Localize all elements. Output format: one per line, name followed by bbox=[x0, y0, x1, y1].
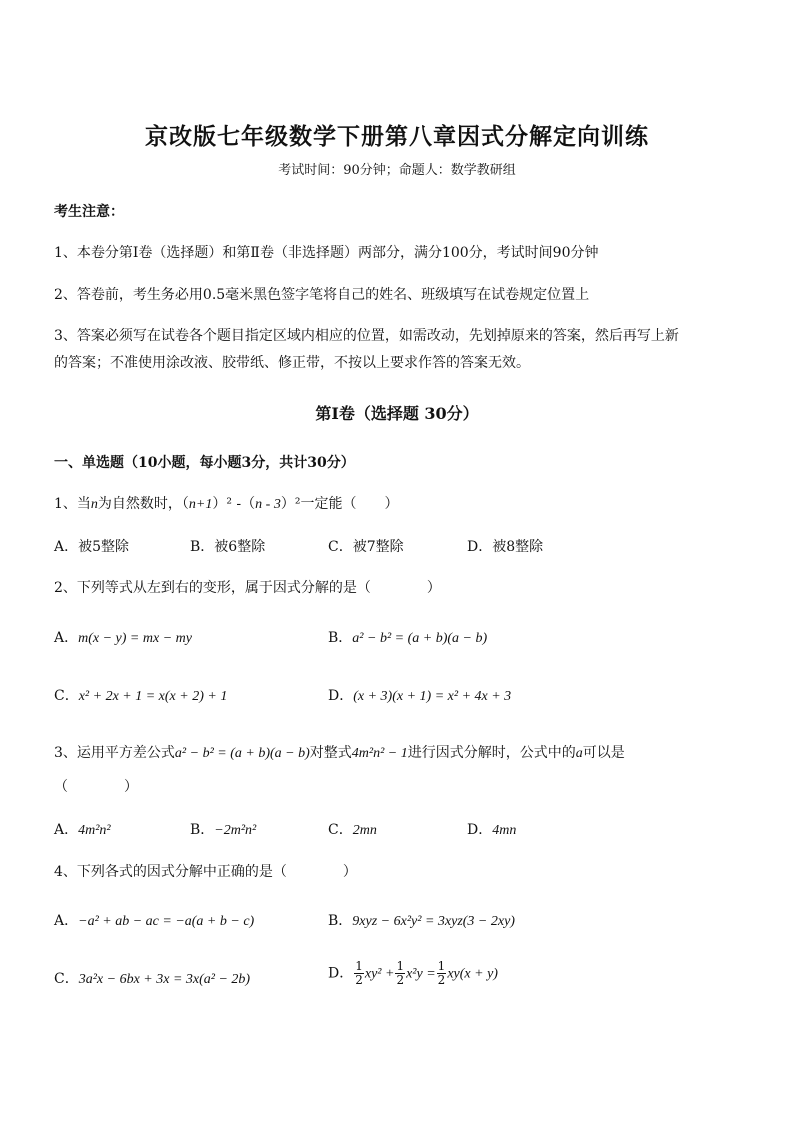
q3-option-c: C．2mn bbox=[328, 822, 377, 838]
section-title: 一、单选题（10小题，每小题3分，共计30分） bbox=[54, 455, 355, 471]
q1-option-d: D．被8整除 bbox=[467, 539, 544, 555]
fraction-half: $\frac{1}{2}$ bbox=[396, 959, 405, 987]
exam-info: 考试时间：90分钟；命题人：数学教研组 bbox=[278, 163, 516, 178]
q3-option-a: A．4m²n² bbox=[54, 822, 111, 838]
q4-option-a: A．−a² + ab − ac = −a(a + b − c) bbox=[54, 913, 255, 929]
q4-option-c: C．3a²x − 6bx + 3x = 3x(a² − 2b) bbox=[54, 971, 251, 987]
fraction-half: $\frac{1}{2}$ bbox=[355, 959, 363, 987]
q2-option-a: A．m(x − y) = mx − my bbox=[54, 630, 192, 646]
notice-item-1: 1、本卷分第Ⅰ卷（选择题）和第Ⅱ卷（非选择题）两部分，满分100分，考试时间90分钟 bbox=[54, 245, 599, 261]
q2-option-c: C．x² + 2x + 1 = x(x + 2) + 1 bbox=[54, 688, 228, 704]
notice-item-3-cont: 的答案；不准使用涂改液、胶带纸、修正带，不按以上要求作答的答案无效。 bbox=[54, 355, 530, 371]
q1-option-c: C．被7整除 bbox=[328, 539, 404, 555]
notice-item-3: 3、答案必须写在试卷各个题目指定区域内相应的位置，如需改动，先划掉原来的答案，然后再写上新 bbox=[54, 328, 679, 344]
q4-option-d: D． $\frac{1}{2}$ xy² + $\frac{1}{2}$ x²y = $\frac{1}{2}$ xy(x + y) bbox=[328, 959, 498, 987]
q3-option-d: D．4mn bbox=[467, 822, 517, 838]
q4-option-b: B．9xyz − 6x²y² = 3xyz(3 − 2xy) bbox=[328, 913, 515, 929]
q1-option-b: B．被6整除 bbox=[190, 539, 266, 555]
question-2-stem: 2、下列等式从左到右的变形，属于因式分解的是（ ） bbox=[54, 580, 441, 596]
part1-title: 第Ⅰ卷（选择题 30分） bbox=[315, 404, 479, 423]
question-3-paren: （ ） bbox=[54, 779, 138, 795]
question-1-stem: 1、当n为自然数时，（n+1）² -（n - 3）²一定能（ ） bbox=[54, 496, 399, 512]
page-title: 京改版七年级数学下册第八章因式分解定向训练 bbox=[145, 123, 649, 150]
notice-heading: 考生注意： bbox=[54, 204, 124, 220]
question-3-stem: 3、运用平方差公式a² − b² = (a + b)(a − b)对整式4m²n² − 1进行因式分解时，公式中的a可以是 bbox=[54, 745, 625, 761]
q2-option-d: D．(x + 3)(x + 1) = x² + 4x + 3 bbox=[328, 688, 512, 704]
question-4-stem: 4、下列各式的因式分解中正确的是（ ） bbox=[54, 864, 357, 880]
q1-option-a: A．被5整除 bbox=[54, 539, 130, 555]
q3-option-b: B．−2m²n² bbox=[190, 822, 257, 838]
q2-option-b: B．a² − b² = (a + b)(a − b) bbox=[328, 630, 488, 646]
fraction-half: $\frac{1}{2}$ bbox=[437, 959, 446, 987]
notice-item-2: 2、答卷前，考生务必用0.5毫米黑色签字笔将自己的姓名、班级填写在试卷规定位置上 bbox=[54, 287, 590, 303]
